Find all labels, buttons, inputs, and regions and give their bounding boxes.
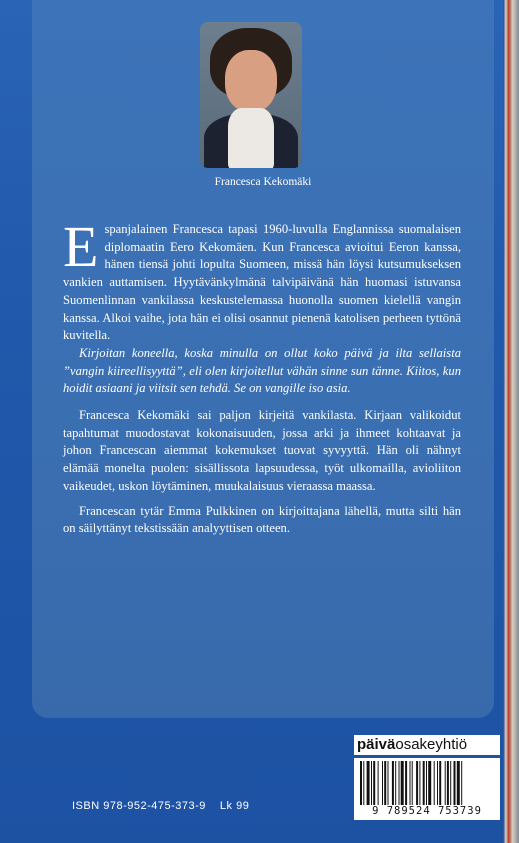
barcode-bar bbox=[367, 761, 370, 805]
author-photo bbox=[200, 22, 302, 168]
barcode-bar bbox=[457, 761, 460, 805]
barcode bbox=[354, 758, 500, 820]
book-edge bbox=[503, 0, 519, 843]
isbn-line bbox=[72, 800, 249, 812]
barcode-bar bbox=[378, 761, 379, 805]
barcode-bar bbox=[450, 761, 451, 805]
barcode-bar bbox=[445, 761, 446, 805]
barcode-bar bbox=[434, 761, 435, 805]
barcode-bar bbox=[399, 761, 400, 805]
barcode-bar bbox=[388, 761, 389, 805]
barcode-bar bbox=[384, 761, 386, 805]
barcode-bar bbox=[405, 761, 407, 805]
barcode-bars bbox=[358, 761, 496, 805]
barcode-bar bbox=[392, 761, 394, 805]
barcode-bar bbox=[373, 761, 375, 805]
barcode-bar bbox=[401, 761, 404, 805]
barcode-bar bbox=[412, 761, 413, 805]
paragraph-3: Francesca Kekomäki sai paljon kirjeitä vankilasta. Kirjaan valikoidut tapahtumat muodostavat kokonaisuuden, jossa arki ja ihmeet kohtaavat ja johon Francescan aiemmat kokemukset tuovat syvyyttä. Hän oli nähnyt elämää monelta puolen: sisällissota lapsuudessa, työt ulkomailla, avioliiton vaikeudet, uskon löytäminen, muukalaisuus vieraassa maassa. bbox=[63, 408, 461, 493]
barcode-bar bbox=[437, 761, 438, 805]
barcode-bar bbox=[461, 761, 462, 805]
photo-caption: Francesca Kekomäki bbox=[214, 176, 312, 188]
drop-cap: E bbox=[63, 214, 99, 279]
barcode-bar bbox=[439, 761, 441, 805]
blurb-text bbox=[63, 214, 461, 538]
barcode-bar bbox=[426, 761, 427, 805]
barcode-bar bbox=[395, 761, 396, 805]
barcode-digits: 9 789524 753739 bbox=[372, 805, 482, 817]
barcode-bar bbox=[360, 761, 362, 805]
publisher-logo: päiväosakeyhtiö bbox=[354, 735, 500, 755]
barcode-bar bbox=[447, 761, 449, 805]
barcode-bar bbox=[363, 761, 364, 805]
barcode-bar bbox=[410, 761, 411, 805]
barcode-bar bbox=[382, 761, 383, 805]
barcode-bar bbox=[416, 761, 418, 805]
barcode-bar bbox=[419, 761, 420, 805]
library-class: Lk 99 bbox=[219, 800, 250, 812]
isbn-number: ISBN 978-952-475-373-9 bbox=[72, 800, 206, 812]
barcode-bar bbox=[423, 761, 425, 805]
barcode-bar bbox=[428, 761, 431, 805]
paragraph-4: Francescan tytär Emma Pulkkinen on kirjoittajana lähellä, mutta silti hän on säilyttänyt tekstissään analyyttisen otteen. bbox=[63, 503, 461, 536]
barcode-bar bbox=[371, 761, 372, 805]
paragraph-1: Espanjalainen Francesca tapasi 1960-luvulla Englannissa suomalaisen diplomaatin Eero Kekomäen. Kun Francesca avioitui Eeron kanssa, hänen tiensä johti lopulta Suomeen, missä hän löysi kutsumukseksen vankien auttamisen. Hyytävänkylmänä talvipäivänä hän huomasi istuvansa Suomenlinnan vankilassa keskustelemassa huonolla suomen kielellä vangin kanssa. Alkoi vaihe, jota hän ei olisi osannut pienenä katolisen perheen tyttönä kuvitella. bbox=[63, 214, 461, 343]
barcode-bar bbox=[454, 761, 456, 805]
paragraph-quote: Kirjoitan koneella, koska minulla on ollut koko päivä ja ilta sellaista ”vangin kiireellisyyttä”, eli olen kirjoitellut vähän sinne sun tänne. Kiitos, kun hoidit asiaani ja viitsit sen tehdä. Se on vangille iso asia. bbox=[63, 345, 461, 396]
